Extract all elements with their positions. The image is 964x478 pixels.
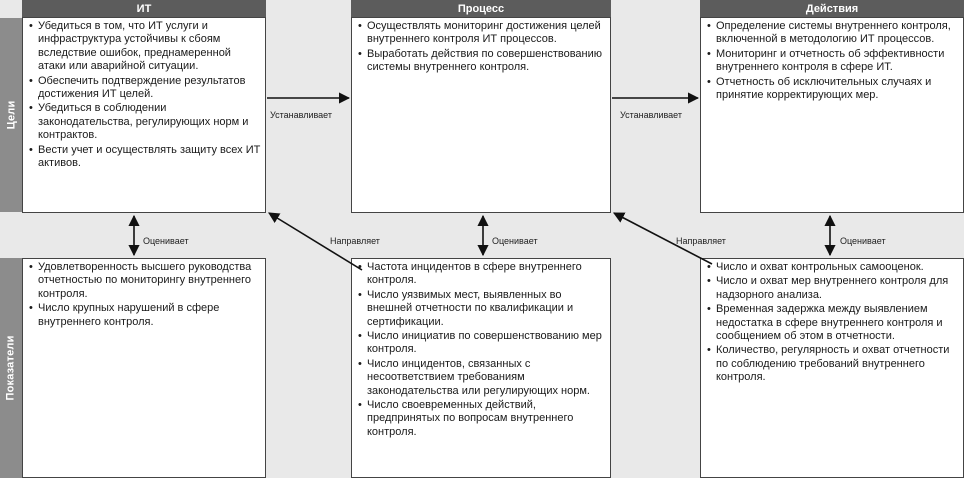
- header-it: ИТ: [22, 0, 266, 17]
- sets-label-1: Устанавливает: [270, 110, 332, 120]
- evaluates-label-1: Оценивает: [143, 236, 189, 246]
- process-metric-item: • Частота инцидентов в сфере внутреннего контроля.: [358, 261, 606, 288]
- actions-goal-item: • Определение системы внутреннего контроля, включенной в методологию ИТ процессов.: [707, 20, 959, 47]
- actions-metric-item: • Число и охват контрольных самооценок.: [707, 261, 959, 274]
- it-metric-item: • Число крупных нарушений в сфере внутреннего контроля.: [29, 302, 261, 329]
- sets-label-2: Устанавливает: [620, 110, 682, 120]
- actions-goal-item: • Отчетность об исключительных случаях и принятие корректирующих мер.: [707, 76, 959, 103]
- process-metric-item: • Число своевременных действий, предпринятых по вопросам внутреннего контроля.: [358, 399, 606, 439]
- it-metric-item: • Удовлетворенность высшего руководства отчетностью по мониторингу внутреннего контроля.: [29, 261, 261, 301]
- goals-band-label: Цели: [5, 100, 17, 130]
- actions-metric-item: • Число и охват мер внутреннего контроля для надзорного анализа.: [707, 275, 959, 302]
- process-goal-item: • Выработать действия по совершенствованию системы внутреннего контроля.: [358, 48, 606, 75]
- header-process: Процесс: [351, 0, 611, 17]
- it-goal-item: • Убедиться в соблюдении законодательства, регулирующих норм и контрактов.: [29, 102, 261, 142]
- actions-goal-item: • Мониторинг и отчетность об эффективности внутреннего контроля в сфере ИТ.: [707, 48, 959, 75]
- it-goal-item: • Убедиться в том, что ИТ услуги и инфраструктура устойчивы к сбоям вследствие ошибок, преднамеренной атаки или аварийной ситуации.: [29, 20, 261, 74]
- process-metric-item: • Число инцидентов, связанных с несоответствием требованиям законодательства или регулирующих норм.: [358, 358, 606, 398]
- evaluates-label-3: Оценивает: [840, 236, 886, 246]
- process-metric-item: • Число уязвимых мест, выявленных во внешней отчетности по квалификации и сертификации.: [358, 289, 606, 329]
- directs-label-2: Направляет: [676, 236, 726, 246]
- actions-metric-item: • Количество, регулярность и охват отчетности по соблюдению требований внутреннего контроля.: [707, 344, 959, 384]
- process-metric-item: • Число инициатив по совершенствованию мер контроля.: [358, 330, 606, 357]
- evaluates-label-2: Оценивает: [492, 236, 538, 246]
- header-actions: Действия: [700, 0, 964, 17]
- it-goal-item: • Вести учет и осуществлять защиту всех ИТ активов.: [29, 144, 261, 171]
- it-goal-item: • Обеспечить подтверждение результатов достижения ИТ целей.: [29, 75, 261, 102]
- directs-label-1: Направляет: [330, 236, 380, 246]
- actions-metric-item: • Временная задержка между выявлением недостатка в сфере внутреннего контроля и сообщением об этом в отчетности.: [707, 303, 959, 343]
- process-goal-item: • Осуществлять мониторинг достижения целей внутреннего контроля ИТ процессов.: [358, 20, 606, 47]
- metrics-band-label: Показатели: [5, 335, 18, 401]
